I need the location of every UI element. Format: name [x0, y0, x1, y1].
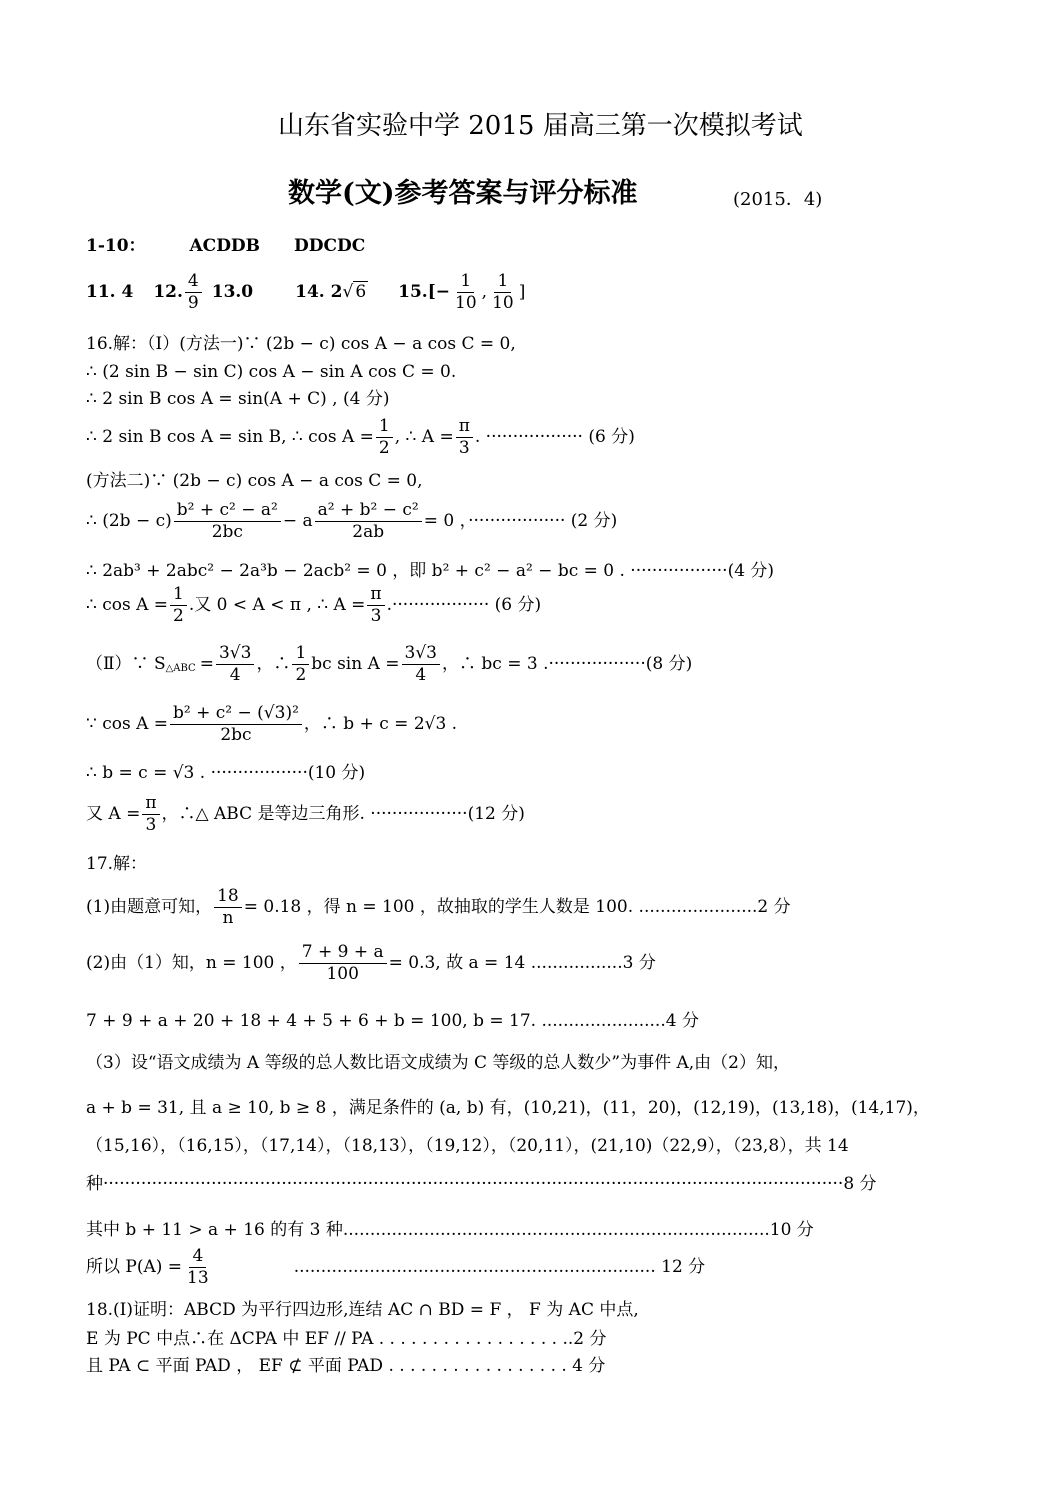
q16-line-6-a: ∴ (2b − c): [86, 511, 172, 531]
q15-b-denominator: 10: [492, 293, 514, 313]
q16-line-8-a: ∴ cos A =: [86, 595, 169, 615]
q15-b-numerator: 1: [494, 273, 511, 293]
denominator: 3: [370, 606, 382, 626]
q17-part-3-line-2: a + b = 31, 且 a ≥ 10, b ≥ 8 ，满足条件的 (a, b) 有，(10,21)，(11，20)，(12,19)，(13,18)，(14,17)，: [86, 1098, 930, 1118]
numerator: 1: [292, 645, 309, 665]
q15-comma: ,: [481, 282, 488, 302]
numerator: b² + c² − (√3)²: [170, 705, 302, 725]
q17-part-1-a: (1)由题意可知，: [86, 897, 213, 917]
numerator: 1: [170, 586, 187, 606]
mcq-group-2: DDCDC: [293, 236, 366, 256]
q16-line-10-b: ，∴ b + c = 2√3 .: [303, 714, 458, 734]
q16-line-6-c: = 0 ，·················· (2 分): [423, 511, 618, 531]
denominator: 2bc: [211, 522, 243, 542]
q17-part-2: [86, 944, 656, 983]
denominator: 3: [458, 438, 470, 458]
q17-head: 17.解：: [86, 854, 148, 874]
q15-label: 15.[−: [398, 282, 451, 302]
denominator: 2ab: [352, 522, 385, 542]
q17-part-3-line-4: 种·········································································································································8 分: [86, 1174, 877, 1194]
q16-line-6: [86, 502, 617, 541]
q18-line-3: 且 PA ⊂ 平面 PAD ， EF ⊄ 平面 PAD . . . . . . . . . . . . . . . . . 4 分: [86, 1356, 606, 1376]
q18-line-2: E 为 PC 中点∴在 ΔCPA 中 EF // PA . . . . . . . . . . . . . . . . . ..2 分: [86, 1329, 607, 1349]
q16-line-4-c: . ·················· (6 分): [474, 427, 635, 447]
denominator: 2: [295, 665, 307, 685]
denominator: 2bc: [220, 725, 252, 745]
q17-part-3-line-3: （15,16），（16,15），（17,14），（18,13），（19,12），（20,11），(21,10)（22,9），（23,8），共 14: [86, 1136, 849, 1156]
q16-line-9-frac-3: [402, 645, 440, 684]
q16-line-8: [86, 586, 541, 625]
q12-label: 12.: [153, 282, 183, 302]
numerator: π: [142, 795, 159, 815]
q16-line-10-frac: [170, 705, 302, 744]
q16-line-5: (方法二)∵ (2b − c) cos A − a cos C = 0,: [86, 471, 423, 491]
q16-line-10: [86, 705, 457, 744]
numerator: π: [367, 586, 384, 606]
q15-a-denominator: 10: [455, 293, 477, 313]
q16-line-9-d: bc sin A =: [311, 654, 400, 674]
q16-line-9-frac-1: [216, 645, 254, 684]
numerator: 18: [214, 888, 242, 908]
q16-line-8-frac-1: [170, 586, 187, 625]
exam-date: (2015．4): [733, 189, 823, 210]
q17-part-2-b: = 0.3, 故 a = 14 .................3 分: [388, 953, 656, 973]
q17-part-1: [86, 888, 791, 927]
numerator: 7 + 9 + a: [299, 944, 387, 964]
q17-part-3-line-6-a: 所以 P(A) =: [86, 1257, 183, 1277]
q16-line-12-a: 又 A =: [86, 804, 141, 824]
numerator: 1: [376, 418, 393, 438]
numerator: 4: [189, 1248, 206, 1268]
denominator: 4: [415, 665, 427, 685]
q12-numerator: 4: [185, 273, 202, 293]
numerator: 3√3: [216, 645, 254, 665]
exam-title: 山东省实验中学 2015 届高三第一次模拟考试: [278, 111, 803, 141]
q17-part-2-a: (2)由（1）知，n = 100 ，: [86, 953, 297, 973]
q17-part-3-line-6-frac: [184, 1248, 212, 1287]
q16-line-8-frac-2: [367, 586, 384, 625]
exam-subtitle: 数学(文)参考答案与评分标准: [288, 178, 638, 209]
q16-line-9-c: ，∴: [256, 654, 291, 674]
fill-answers: [86, 273, 525, 312]
q16-line-6-frac-1: [174, 502, 281, 541]
mcq-group-1: ACDDB: [189, 236, 261, 256]
q16-line-4-b: , ∴ A =: [394, 427, 454, 447]
q14-radical: √ 6: [342, 282, 367, 302]
q15-a-numerator: 1: [457, 273, 474, 293]
q16-line-9-frac-2: [292, 645, 309, 684]
numerator: 3√3: [402, 645, 440, 665]
q16-line-12-b: ，∴△ ABC 是等边三角形. ··················(12 分): [161, 804, 525, 824]
q16-line-4-a: ∴ 2 sin B cos A = sin B, ∴ cos A =: [86, 427, 374, 447]
q17-part-3-line-1: （3）设“语文成绩为 A 等级的总人数比语文成绩为 C 等级的总人数少”为事件 A,由（2）知，: [86, 1053, 790, 1073]
q17-part-3-line-5: 其中 b + 11 > a + 16 的有 3 种...............................................................................10 分: [86, 1220, 814, 1240]
mcq-answers: [86, 238, 365, 255]
q14-label: 14. 2: [295, 282, 343, 302]
q16-line-8-c: .·················· (6 分): [386, 595, 542, 615]
q17-part-1-frac: [214, 888, 242, 927]
q12-denominator: 9: [187, 293, 199, 313]
q16-line-4-frac-2: [456, 418, 473, 457]
q16-line-6-frac-2: [315, 502, 422, 541]
q13-answer: 13.0: [211, 282, 254, 302]
q16-line-4: [86, 418, 635, 457]
q15-end: ]: [518, 282, 526, 302]
q16-line-9-a: （Ⅱ）∵ S: [86, 654, 166, 674]
q17-part-1-b: = 0.18 ，得 n = 100 ，故抽取的学生人数是 100. ......................2 分: [243, 897, 791, 917]
q16-line-11: ∴ b = c = √3 . ··················(10 分): [86, 763, 366, 783]
mcq-label: 1-10：: [86, 236, 146, 256]
denominator: 13: [187, 1268, 209, 1288]
q16-line-9-b: =: [199, 654, 214, 674]
q16-line-3: ∴ 2 sin B cos A = sin(A + C) , (4 分): [86, 389, 390, 409]
q16-line-7: ∴ 2ab³ + 2abc² − 2a³b − 2acb² = 0 ，即 b² + c² − a² − bc = 0 . ··················(4 分): [86, 561, 775, 581]
q17-part-3-line-6-b: ................................................................... 12 分: [293, 1257, 706, 1277]
q17-part-2-line-2: 7 + 9 + a + 20 + 18 + 4 + 5 + 6 + b = 100, b = 17. .......................4 分: [86, 1011, 699, 1031]
q16-line-10-a: ∵ cos A =: [86, 714, 169, 734]
q15-fraction-b: [489, 273, 517, 312]
q16-line-2: ∴ (2 sin B − sin C) cos A − sin A cos C = 0.: [86, 362, 457, 382]
denominator: 3: [145, 815, 157, 835]
q17-part-2-frac: [299, 944, 387, 983]
q18-line-1: 18.(Ⅰ)证明：ABCD 为平行四边形,连结 AC ∩ BD = F ， F 为 AC 中点,: [86, 1300, 639, 1320]
q12-fraction: [185, 273, 202, 312]
q16-line-6-b: − a: [282, 511, 313, 531]
q16-line-12-frac: [142, 795, 159, 834]
q14-radicand: 6: [355, 282, 367, 302]
q16-line-8-b: .又 0 < A < π , ∴ A =: [188, 595, 366, 615]
q16-line-9: [86, 645, 692, 684]
numerator: π: [456, 418, 473, 438]
denominator: 4: [229, 665, 241, 685]
q16-line-9-e: ，∴ bc = 3 .··················(8 分): [441, 654, 693, 674]
denominator: 100: [326, 964, 359, 984]
denominator: 2: [378, 438, 390, 458]
q16-line-12: [86, 795, 525, 834]
numerator: a² + b² − c²: [315, 502, 422, 522]
denominator: 2: [173, 606, 184, 626]
numerator: b² + c² − a²: [174, 502, 281, 522]
q16-line-4-frac-1: [376, 418, 393, 457]
q17-part-3-line-6: [86, 1248, 705, 1287]
q16-line-9-sub: △ABC: [165, 663, 196, 674]
q15-fraction-a: [452, 273, 480, 312]
q16-line-1: 16.解：（Ⅰ）(方法一)∵ (2b − c) cos A − a cos C = 0,: [86, 334, 516, 354]
q11-answer: 11. 4: [86, 282, 134, 302]
denominator: n: [222, 908, 234, 928]
